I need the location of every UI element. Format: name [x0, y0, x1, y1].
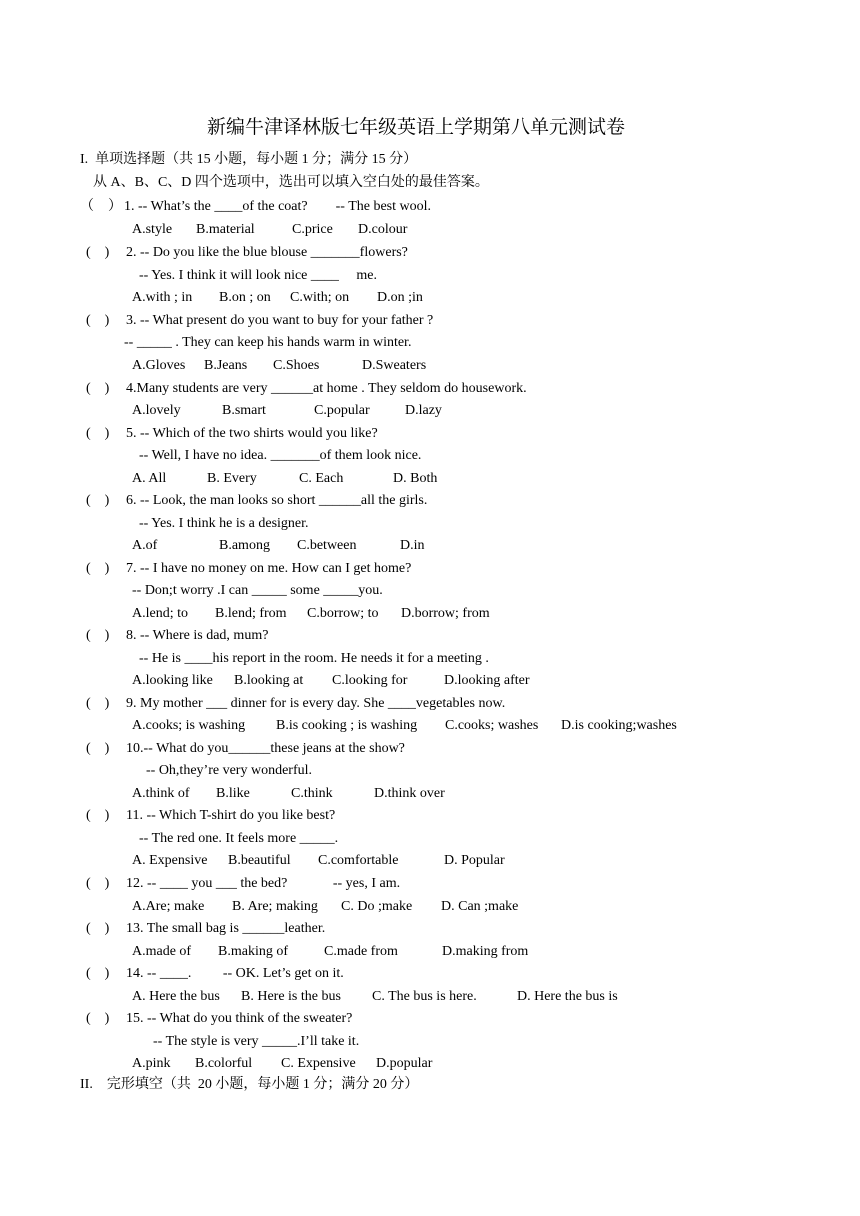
question-stem: 9. My mother ___ dinner for is every day. She ____vegetables now. — [126, 696, 506, 711]
option-b: B.on ; on — [219, 290, 271, 305]
option-a: A.with ; in — [132, 290, 193, 305]
question-reply: -- The red one. It feels more _____. — [139, 831, 339, 846]
option-b: B.beautiful — [228, 853, 291, 868]
question-stem: 1. -- What’s the ____of the coat? -- The best wool. — [124, 199, 432, 214]
option-a: A.lend; to — [132, 606, 188, 621]
option-b: B.colorful — [195, 1056, 253, 1071]
option-a: A. Expensive — [132, 853, 208, 868]
question-stem: 4.Many students are very ______at home . They seldom do housework. — [126, 381, 527, 396]
option-d: D.in — [400, 538, 425, 553]
question-stem: 2. -- Do you like the blue blouse _______flowers? — [126, 245, 408, 260]
option-d: D.Sweaters — [362, 358, 427, 373]
option-d: D.think over — [374, 786, 445, 801]
option-d: D.lazy — [405, 403, 442, 418]
answer-bracket: ( ) — [86, 921, 110, 936]
answer-bracket: ( ) — [86, 426, 110, 441]
option-a: A.pink — [132, 1056, 171, 1071]
question-reply: -- The style is very _____.I’ll take it. — [153, 1034, 360, 1049]
option-c: C.cooks; washes — [445, 718, 539, 733]
answer-bracket: ( ) — [86, 741, 110, 756]
option-c: C.think — [291, 786, 333, 801]
question-reply: -- Yes. I think it will look nice ____ me. — [139, 268, 377, 283]
answer-bracket: ( ) — [86, 696, 110, 711]
option-b: B.material — [196, 222, 255, 237]
option-a: A.Are; make — [132, 899, 205, 914]
answer-bracket: ( ) — [86, 628, 110, 643]
option-b: B.looking at — [234, 673, 304, 688]
page-title: 新编牛津译林版七年级英语上学期第八单元测试卷 — [207, 117, 626, 138]
option-b: B.is cooking ; is washing — [276, 718, 418, 733]
option-c: C. The bus is here. — [372, 989, 477, 1004]
option-d: D. Can ;make — [441, 899, 519, 914]
option-a: A. All — [132, 471, 167, 486]
option-a: A.cooks; is washing — [132, 718, 246, 733]
option-b: B.lend; from — [215, 606, 287, 621]
section-1-heading: I. 单项选择题（共 15 小题，每小题 1 分；满分 15 分） — [80, 152, 418, 167]
option-a: A.Gloves — [132, 358, 186, 373]
option-c: C.made from — [324, 944, 398, 959]
question-reply: -- Don;t worry .I can _____ some _____you. — [132, 583, 383, 598]
question-reply: -- _____ . They can keep his hands warm in winter. — [124, 335, 412, 350]
option-d: D.popular — [376, 1056, 433, 1071]
option-d: D. Popular — [444, 853, 505, 868]
option-b: B. Here is the bus — [241, 989, 341, 1004]
question-stem: 15. -- What do you think of the sweater? — [126, 1011, 353, 1026]
option-d: D. Both — [393, 471, 438, 486]
option-c: C.between — [297, 538, 357, 553]
answer-bracket: ( ) — [86, 493, 110, 508]
question-stem: 8. -- Where is dad, mum? — [126, 628, 269, 643]
option-b: B.among — [219, 538, 270, 553]
option-d: D.borrow; from — [401, 606, 490, 621]
option-a: A.think of — [132, 786, 190, 801]
option-a: A.style — [132, 222, 173, 237]
option-c: C. Do ;make — [341, 899, 413, 914]
question-reply: -- Yes. I think he is a designer. — [139, 516, 309, 531]
option-d: D. Here the bus is — [517, 989, 618, 1004]
question-stem: 7. -- I have no money on me. How can I get home? — [126, 561, 412, 576]
section-1-instruction: 从 A、B、C、D 四个选项中，选出可以填入空白处的最佳答案。 — [93, 175, 489, 190]
answer-bracket: ( ) — [86, 966, 110, 981]
question-stem: 3. -- What present do you want to buy for your father ? — [126, 313, 434, 328]
option-a: A. Here the bus — [132, 989, 220, 1004]
option-a: A.made of — [132, 944, 192, 959]
option-d: D.on ;in — [377, 290, 423, 305]
answer-bracket: ( ) — [86, 876, 110, 891]
option-d: D.making from — [442, 944, 529, 959]
option-d: D.looking after — [444, 673, 530, 688]
question-stem: 6. -- Look, the man looks so short ______all the girls. — [126, 493, 428, 508]
question-reply: -- Well, I have no idea. _______of them look nice. — [139, 448, 422, 463]
option-c: C.looking for — [332, 673, 408, 688]
option-b: B.like — [216, 786, 250, 801]
question-reply: -- He is ____his report in the room. He needs it for a meeting . — [139, 651, 489, 666]
option-a: A.looking like — [132, 673, 213, 688]
question-stem: 5. -- Which of the two shirts would you like? — [126, 426, 378, 441]
option-c: C. Expensive — [281, 1056, 356, 1071]
option-c: C.borrow; to — [307, 606, 379, 621]
answer-bracket: ( ) — [86, 561, 110, 576]
option-b: B. Are; making — [232, 899, 318, 914]
option-b: B.making of — [218, 944, 288, 959]
question-reply: -- Oh,they’re very wonderful. — [146, 763, 312, 778]
question-stem: 10.-- What do you______these jeans at the show? — [126, 741, 405, 756]
question-stem: 12. -- ____ you ___ the bed? -- yes, I am. — [126, 876, 401, 891]
option-c: C.Shoes — [273, 358, 320, 373]
option-a: A.of — [132, 538, 158, 553]
answer-bracket: （ ） — [80, 199, 122, 214]
option-c: C.comfortable — [318, 853, 399, 868]
question-stem: 14. -- ____. -- OK. Let’s get on it. — [126, 966, 344, 981]
option-c: C.popular — [314, 403, 370, 418]
option-b: B.smart — [222, 403, 266, 418]
answer-bracket: ( ) — [86, 381, 110, 396]
question-stem: 13. The small bag is ______leather. — [126, 921, 326, 936]
answer-bracket: ( ) — [86, 808, 110, 823]
question-stem: 11. -- Which T-shirt do you like best? — [126, 808, 336, 823]
option-d: D.is cooking;washes — [561, 718, 677, 733]
answer-bracket: ( ) — [86, 245, 110, 260]
option-b: B.Jeans — [204, 358, 248, 373]
option-c: C. Each — [299, 471, 344, 486]
option-d: D.colour — [358, 222, 408, 237]
option-c: C.with; on — [290, 290, 350, 305]
option-c: C.price — [292, 222, 333, 237]
answer-bracket: ( ) — [86, 313, 110, 328]
option-b: B. Every — [207, 471, 257, 486]
option-a: A.lovely — [132, 403, 181, 418]
section-2-heading: II. 完形填空（共 20 小题，每小题 1 分；满分 20 分） — [80, 1077, 419, 1092]
answer-bracket: ( ) — [86, 1011, 110, 1026]
